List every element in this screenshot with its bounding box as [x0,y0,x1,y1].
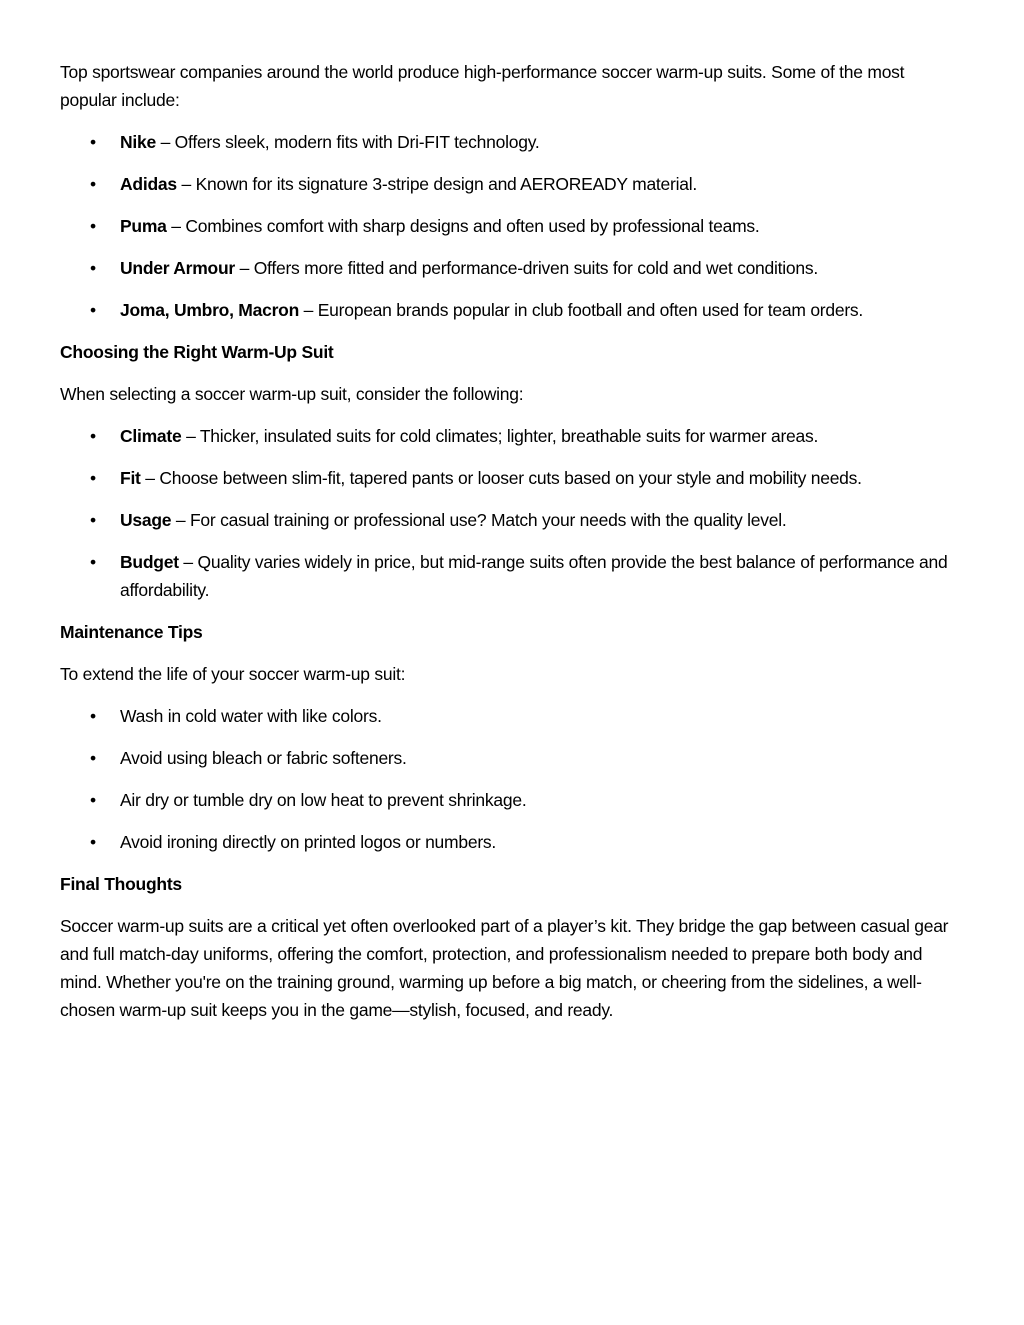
brand-name: Under Armour [120,258,235,278]
brands-list [60,128,960,324]
bullet-icon: • [90,132,96,152]
bullet-icon: • [90,174,96,194]
bullet-icon: • [90,216,96,236]
list-item [60,506,960,534]
brand-description: – European brands popular in club football and often used for team orders. [299,300,864,320]
list-item [60,828,960,856]
criterion-name: Usage [120,510,172,530]
brand-name: Joma, Umbro, Macron [120,300,300,320]
list-item [60,464,960,492]
list-item [60,128,960,156]
intro-paragraph: Top sportswear companies around the world produce high-performance soccer warm-up suits. Some of the most popular include: [60,62,905,110]
choosing-intro: When selecting a soccer warm-up suit, consider the following: [60,384,524,404]
list-item [60,254,960,282]
bullet-icon: • [90,468,96,488]
section-heading-choosing: Choosing the Right Warm-Up Suit [60,342,334,362]
bullet-icon: • [90,426,96,446]
maintenance-intro: To extend the life of your soccer warm-up suit: [60,664,406,684]
tip-text: Avoid ironing directly on printed logos or numbers. [120,832,497,852]
section-heading-final: Final Thoughts [60,874,182,894]
list-item [60,744,960,772]
criterion-description: – Quality varies widely in price, but mid-range suits often provide the best balance of performance and affordability. [120,552,948,600]
criterion-name: Budget [120,552,179,572]
bullet-icon: • [90,510,96,530]
bullet-icon: • [90,748,96,768]
brand-description: – Known for its signature 3-stripe design and AEROREADY material. [176,174,697,194]
brand-name: Nike [120,132,156,152]
choosing-list [60,422,960,604]
list-item [60,702,960,730]
bullet-icon: • [90,258,96,278]
list-item [60,170,960,198]
criterion-name: Climate [120,426,182,446]
bullet-icon: • [90,832,96,852]
tip-text: Air dry or tumble dry on low heat to prevent shrinkage. [120,790,527,810]
final-paragraph: Soccer warm-up suits are a critical yet often overlooked part of a player’s kit. They bridge the gap between casual gear and full match-day uniforms, offering the comfort, protection, and professionalism needed to prepare both body and mind. Whether you're on the training ground, warming up before a big match, or cheering from the sidelines, a well-chosen warm-up suit keeps you in the game—stylish, focused, and ready. [60,916,949,1020]
section-heading-maintenance: Maintenance Tips [60,622,203,642]
brand-description: – Combines comfort with sharp designs and often used by professional teams. [166,216,760,236]
tip-text: Avoid using bleach or fabric softeners. [120,748,407,768]
brand-description: – Offers more fitted and performance-driven suits for cold and wet conditions. [234,258,818,278]
bullet-icon: • [90,706,96,726]
bullet-icon: • [90,552,96,572]
list-item [60,786,960,814]
criterion-description: – Thicker, insulated suits for cold climates; lighter, breathable suits for warmer areas. [181,426,819,446]
criterion-name: Fit [120,468,141,488]
criterion-description: – For casual training or professional use? Match your needs with the quality level. [171,510,787,530]
brand-name: Puma [120,216,167,236]
list-item [60,422,960,450]
list-item [60,212,960,240]
list-item [60,548,960,604]
brand-description: – Offers sleek, modern fits with Dri-FIT technology. [155,132,540,152]
maintenance-list [60,702,960,856]
list-item [60,296,960,324]
criterion-description: – Choose between slim-fit, tapered pants or looser cuts based on your style and mobility needs. [140,468,862,488]
brand-name: Adidas [120,174,177,194]
tip-text: Wash in cold water with like colors. [120,706,382,726]
bullet-icon: • [90,790,96,810]
bullet-icon: • [90,300,96,320]
document-page [60,58,960,1038]
